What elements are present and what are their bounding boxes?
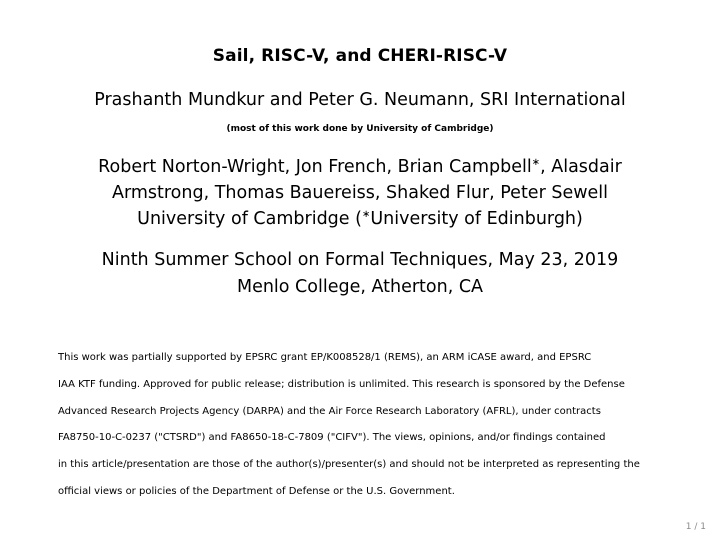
funding-line: official views or policies of the Department of Defense or the U.S. Government. [58,485,455,497]
affiliation-edinburgh: University of Edinburgh) [370,209,583,229]
presenters: Prashanth Mundkur and Peter G. Neumann, SRI International [94,90,626,110]
slide-title: Sail, RISC-V, and CHERI-RISC-V [212,46,508,66]
collaborators [60,154,660,232]
funding-line: IAA KTF funding. Approved for public release; distribution is unlimited. This research is sponsored by the Defense [58,378,625,390]
event-info [0,247,720,301]
event-location: Menlo College, Atherton, CA [236,277,484,297]
funding-line: Advanced Research Projects Agency (DARPA) and the Air Force Research Laboratory (AFRL), under contracts [58,405,601,417]
collaborators-line-1 [60,154,660,180]
event-name-date: Ninth Summer School on Formal Techniques, May 23, 2019 [101,250,619,270]
funding-line: in this article/presentation are those of the author(s)/presenter(s) and should not be interpreted as representing the [58,459,640,471]
page-number: 1 / 1 [685,522,706,532]
funding-line: FA8750-10-C-0237 ("CTSRD") and FA8650-18-C-7809 ("CIFV"). The views, opinions, and/or findings contained [58,432,606,444]
work-note: (most of this work done by University of Cambridge) [226,124,494,134]
funding-line: This work was partially supported by EPSRC grant EP/K008528/1 (REMS), an ARM iCASE award, and EPSRC [58,352,592,363]
collaborators-line-1-tail: , Alasdair [540,157,622,177]
collaborators-line-2: Armstrong, Thomas Bauereiss, Shaked Flur, Peter Sewell [111,183,609,203]
affiliation-cambridge: University of Cambridge ( [137,209,362,229]
collaborators-line-1-names: Robert Norton-Wright, Jon French, Brian Campbell [98,157,532,177]
funding-acknowledgement [58,345,668,506]
asterisk-mark: ∗ [361,209,371,221]
asterisk-mark: ∗ [531,157,541,169]
affiliation-line [60,206,660,232]
